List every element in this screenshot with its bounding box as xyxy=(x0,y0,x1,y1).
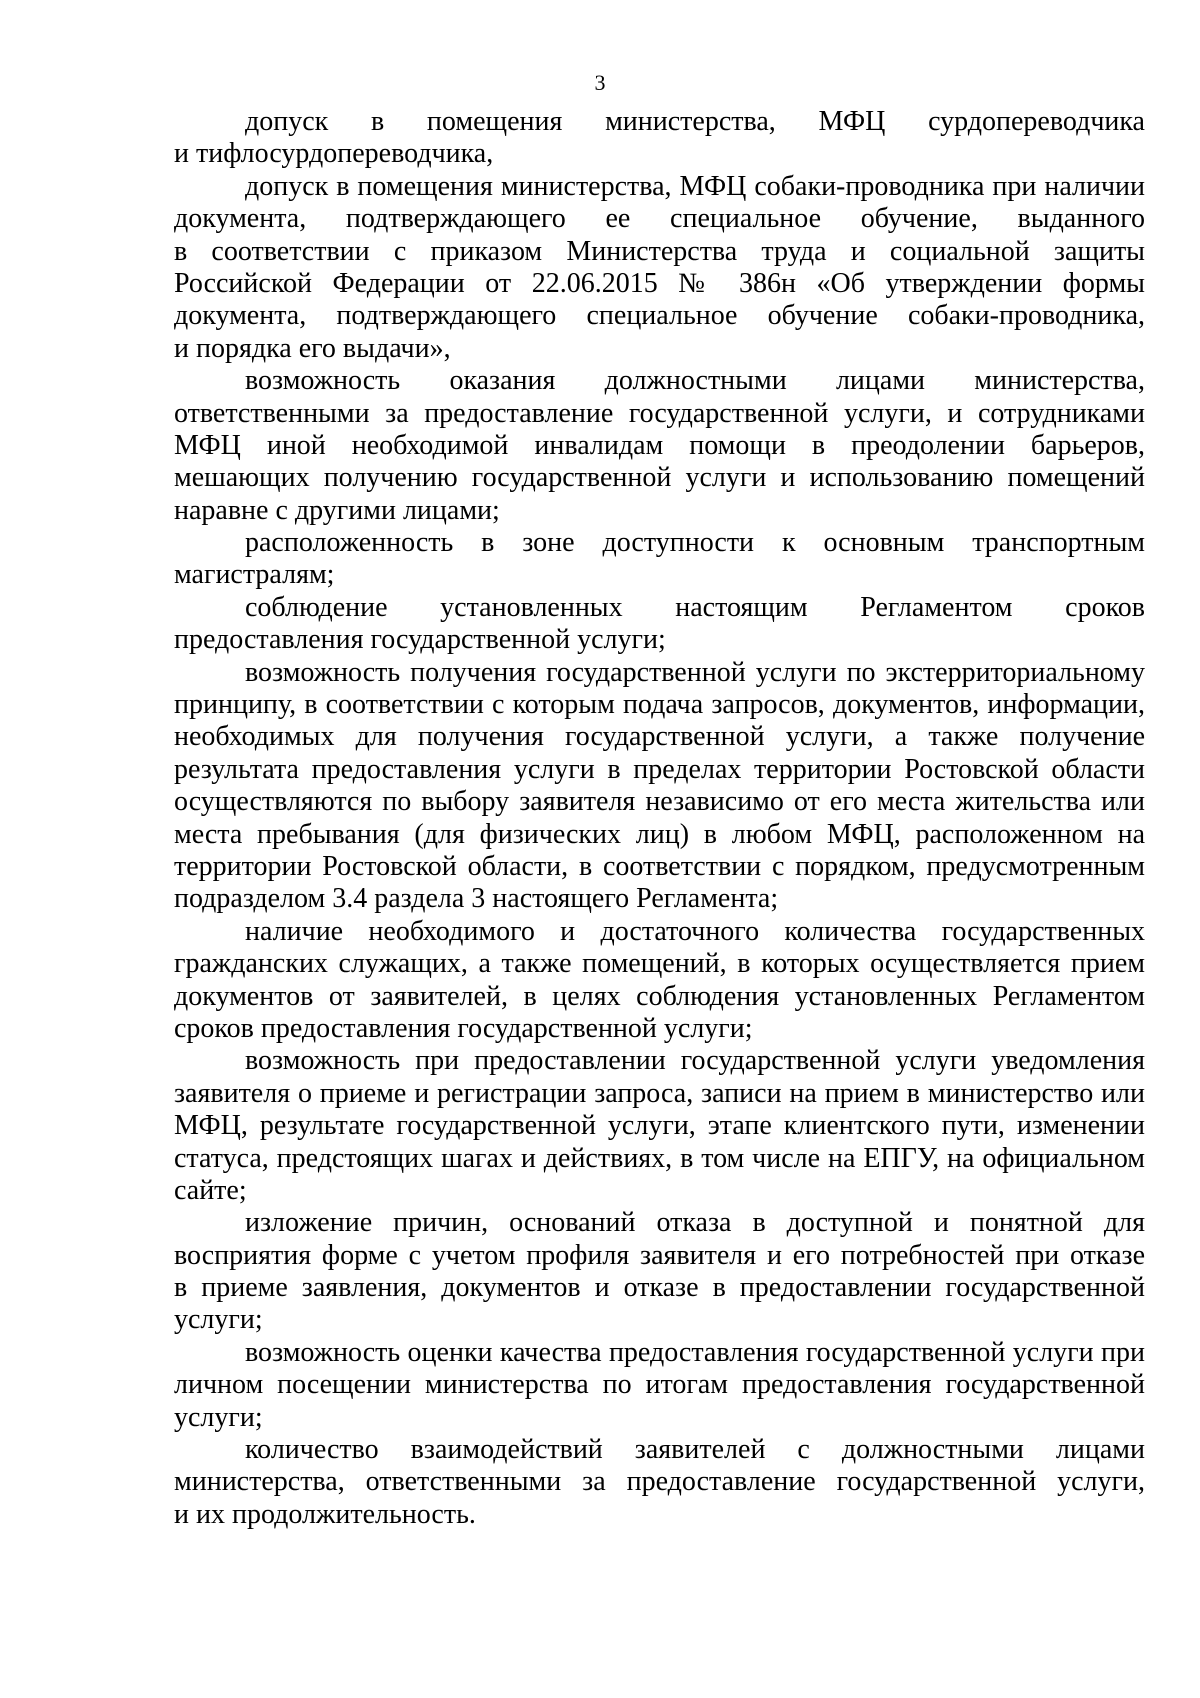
text-line: количество взаимодействий заявителей с должностными лицами xyxy=(245,1434,1145,1466)
paragraph xyxy=(174,1434,1145,1531)
text-line: личном посещении министерства по итогам предоставления государственной xyxy=(174,1369,1145,1401)
text-line: соблюдение установленных настоящим Регламентом сроков xyxy=(245,591,1145,623)
paragraph xyxy=(174,1207,1145,1337)
text-line: документа, подтверждающего специальное обучение собаки-проводника, xyxy=(174,300,1145,332)
text-line: ответственными за предоставление государственной услуги, и сотрудниками xyxy=(174,397,1145,429)
paragraph xyxy=(174,527,1145,592)
text-line: восприятия форме с учетом профиля заявителя и его потребностей при отказе xyxy=(174,1239,1145,1271)
text-line: возможность получения государственной услуги по экстерриториальному xyxy=(245,656,1145,688)
text-line: места пребывания (для физических лиц) в любом МФЦ, расположенном на xyxy=(174,818,1145,850)
paragraph xyxy=(174,171,1145,365)
text-line: сайте; xyxy=(174,1174,247,1206)
text-line: возможность оказания должностными лицами министерства, xyxy=(245,365,1145,397)
text-line: осуществляются по выбору заявителя независимо от его места жительства или xyxy=(174,786,1145,818)
text-line: МФЦ иной необходимой инвалидам помощи в преодолении барьеров, xyxy=(174,429,1145,461)
text-line: необходимых для получения государственной услуги, а также получение xyxy=(174,721,1145,753)
page-number: 3 xyxy=(594,70,606,95)
text-line: в приеме заявления, документов и отказе в предоставлении государственной xyxy=(174,1272,1145,1304)
text-line: гражданских служащих, а также помещений, в которых осуществляется прием xyxy=(174,948,1145,980)
text-line: статуса, предстоящих шагах и действиях, в том числе на ЕПГУ, на официальном xyxy=(174,1142,1145,1174)
paragraph xyxy=(174,592,1145,657)
text-line: магистралям; xyxy=(174,559,335,591)
text-line: в соответствии с приказом Министерства труда и социальной защиты xyxy=(174,235,1145,267)
paragraph xyxy=(174,106,1145,171)
paragraph xyxy=(174,1337,1145,1434)
text-line: принципу, в соответствии с которым подача запросов, документов, информации, xyxy=(174,689,1145,721)
text-line: и порядка его выдачи», xyxy=(174,332,451,364)
text-line: допуск в помещения министерства, МФЦ сурдопереводчика xyxy=(245,106,1145,137)
text-line: территории Ростовской области, в соответствии с порядком, предусмотренным xyxy=(174,850,1145,882)
text-line: МФЦ, результате государственной услуги, этапе клиентского пути, изменении xyxy=(174,1110,1145,1142)
text-line: услуги; xyxy=(174,1401,263,1433)
text-line: наравне с другими лицами; xyxy=(174,494,500,526)
paragraph xyxy=(174,1045,1145,1207)
text-line: возможность при предоставлении государственной услуги уведомления xyxy=(245,1045,1145,1077)
text-line: наличие необходимого и достаточного количества государственных xyxy=(245,915,1145,947)
text-line: мешающих получению государственной услуги и использованию помещений xyxy=(174,462,1145,494)
text-line: допуск в помещения министерства, МФЦ собаки-проводника при наличии xyxy=(245,170,1145,202)
document-body xyxy=(174,106,1145,1531)
text-line: и их продолжительность. xyxy=(174,1498,476,1530)
text-line: расположенность в зоне доступности к основным транспортным xyxy=(245,527,1145,559)
text-line: документов от заявителей, в целях соблюдения установленных Регламентом xyxy=(174,980,1145,1012)
text-line: министерства, ответственными за предоставление государственной услуги, xyxy=(174,1466,1145,1498)
text-line: услуги; xyxy=(174,1304,263,1336)
paragraph xyxy=(174,916,1145,1046)
text-line: Российской Федерации от 22.06.2015 № 386н «Об утверждении формы xyxy=(174,267,1145,299)
paragraph xyxy=(174,365,1145,527)
text-line: сроков предоставления государственной услуги; xyxy=(174,1012,753,1044)
text-line: подразделом 3.4 раздела 3 настоящего Регламента; xyxy=(174,883,779,915)
text-line: заявителя о приеме и регистрации запроса, записи на прием в министерство или xyxy=(174,1077,1145,1109)
text-line: изложение причин, оснований отказа в доступной и понятной для xyxy=(245,1207,1145,1239)
text-line: результата предоставления услуги в пределах территории Ростовской области xyxy=(174,753,1145,785)
text-line: возможность оценки качества предоставления государственной услуги при xyxy=(245,1336,1145,1368)
text-line: предоставления государственной услуги; xyxy=(174,624,666,656)
text-line: и тифлосурдопереводчика, xyxy=(174,138,494,170)
paragraph xyxy=(174,657,1145,916)
text-line: документа, подтверждающего ее специальное обучение, выданного xyxy=(174,203,1145,235)
